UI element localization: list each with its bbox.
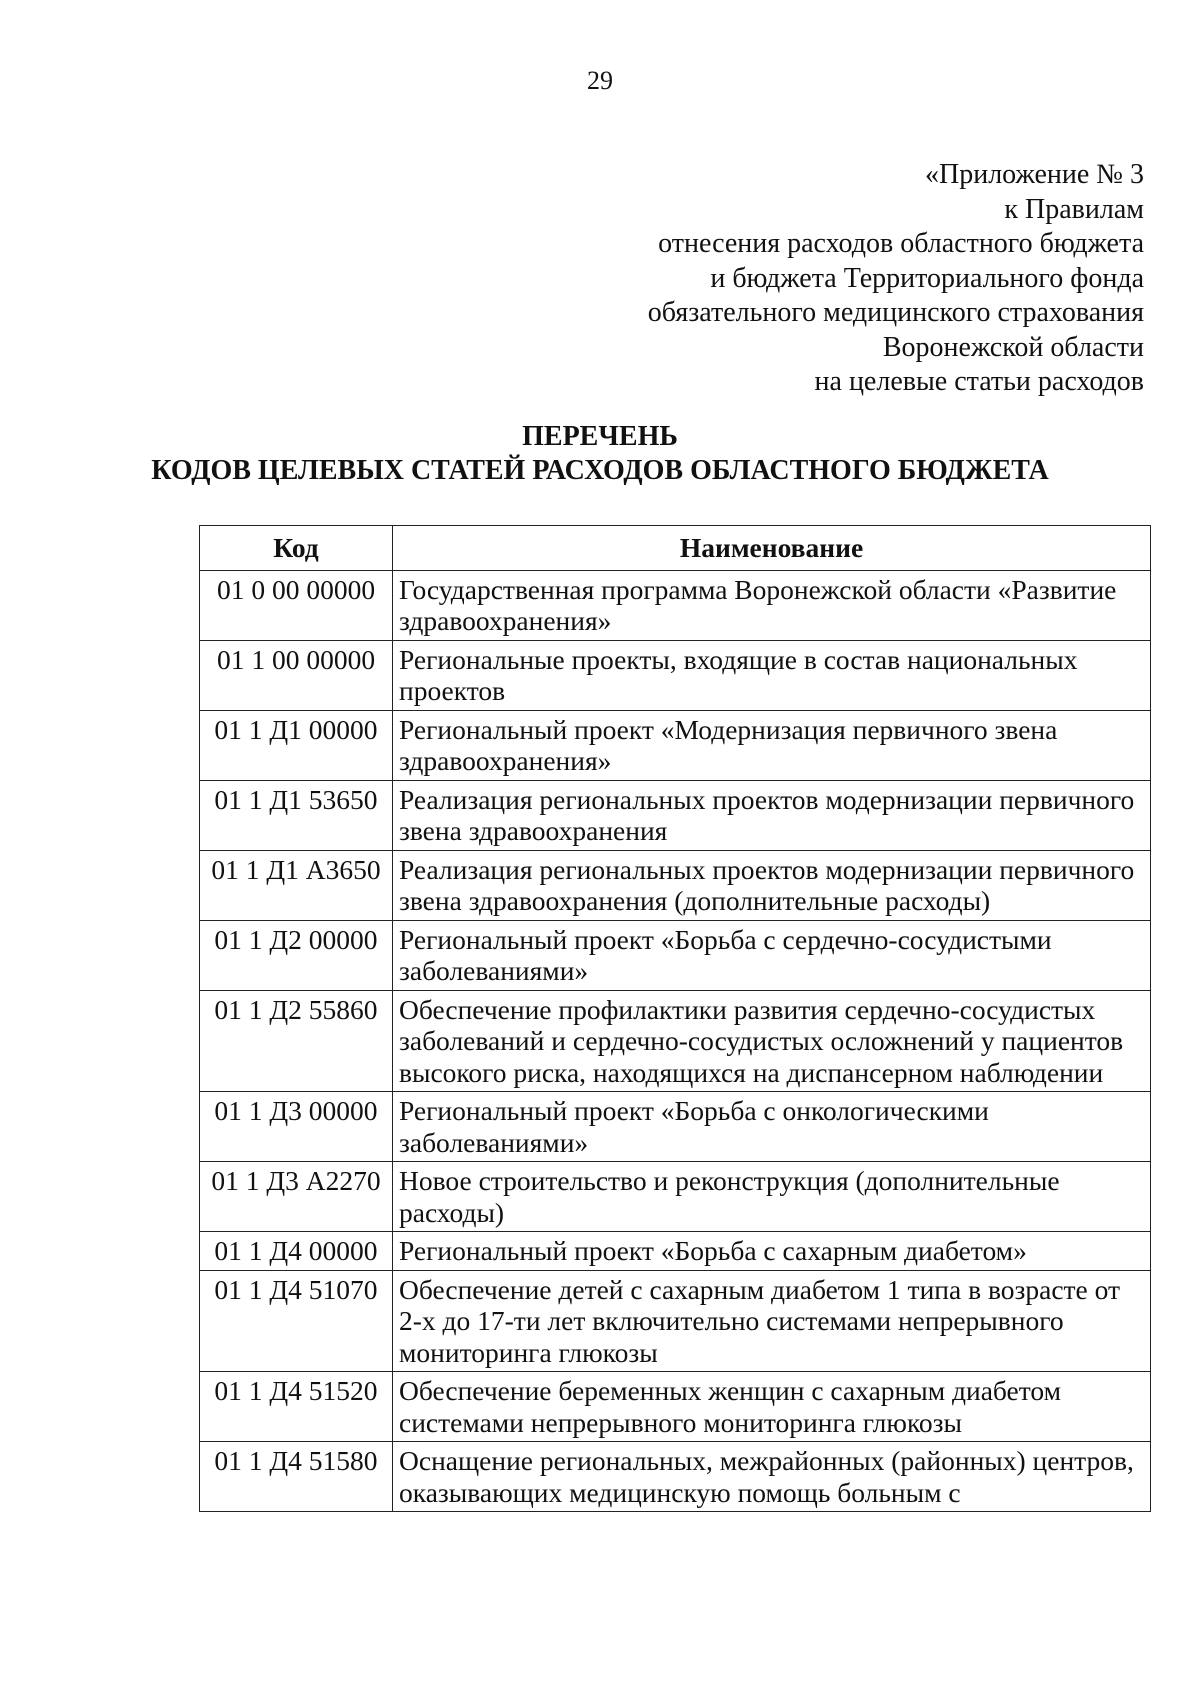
table-header-row bbox=[200, 526, 1151, 571]
row-code: 01 0 00 00000 bbox=[200, 570, 393, 640]
column-header-name: Наименование bbox=[393, 526, 1151, 571]
appendix-line: отнесения расходов областного бюджета bbox=[658, 228, 1144, 259]
table-row bbox=[200, 920, 1151, 990]
table-row bbox=[200, 1372, 1151, 1442]
row-code: 01 1 Д4 51580 bbox=[200, 1442, 393, 1512]
title-line-2: КОДОВ ЦЕЛЕВЫХ СТАТЕЙ РАСХОДОВ ОБЛАСТНОГО БЮДЖЕТА bbox=[151, 455, 1049, 486]
row-code: 01 1 Д4 51520 bbox=[200, 1372, 393, 1442]
table-row bbox=[200, 1270, 1151, 1372]
row-name: Региональный проект «Модернизация первичного звена здравоохранения» bbox=[393, 710, 1151, 780]
row-name: Региональные проекты, входящие в состав национальных проектов bbox=[393, 640, 1151, 710]
codes-table bbox=[199, 525, 1151, 1512]
row-code: 01 1 Д3 00000 bbox=[200, 1092, 393, 1162]
row-code: 01 1 Д1 А3650 bbox=[200, 850, 393, 920]
appendix-line: обязательного медицинского страхования bbox=[647, 297, 1144, 328]
table-row bbox=[200, 1162, 1151, 1232]
row-name: Реализация региональных проектов модернизации первичного звена здравоохранения (дополнительные расходы) bbox=[393, 850, 1151, 920]
row-name: Региональный проект «Борьба с сахарным диабетом» bbox=[393, 1232, 1151, 1271]
page-number: 29 bbox=[587, 66, 613, 95]
row-name: Региональный проект «Борьба с онкологическими заболеваниями» bbox=[393, 1092, 1151, 1162]
column-header-code: Код bbox=[200, 526, 393, 571]
row-name: Новое строительство и реконструкция (дополнительные расходы) bbox=[393, 1162, 1151, 1232]
appendix-header bbox=[524, 158, 1144, 400]
appendix-line: на целевые статьи расходов bbox=[814, 366, 1144, 397]
document-title bbox=[0, 420, 1200, 488]
row-name: Обеспечение профилактики развития сердечно-сосудистых заболеваний и сердечно-сосудистых осложнений у пациентов высокого риска, находящихся на диспансерном наблюдении bbox=[393, 990, 1151, 1092]
row-code: 01 1 00 00000 bbox=[200, 640, 393, 710]
row-code: 01 1 Д4 00000 bbox=[200, 1232, 393, 1271]
row-code: 01 1 Д2 55860 bbox=[200, 990, 393, 1092]
table-row bbox=[200, 850, 1151, 920]
table-row bbox=[200, 780, 1151, 850]
appendix-line: «Приложение № 3 bbox=[925, 159, 1144, 190]
table-row bbox=[200, 1442, 1151, 1512]
row-name: Реализация региональных проектов модернизации первичного звена здравоохранения bbox=[393, 780, 1151, 850]
row-code: 01 1 Д2 00000 bbox=[200, 920, 393, 990]
appendix-line: к Правилам bbox=[1004, 193, 1144, 225]
table-row bbox=[200, 710, 1151, 780]
table-row bbox=[200, 1092, 1151, 1162]
table-row bbox=[200, 1232, 1151, 1271]
table-body bbox=[200, 570, 1151, 1512]
table-row bbox=[200, 640, 1151, 710]
row-name: Обеспечение детей с сахарным диабетом 1 типа в возрасте от 2-х до 17-ти лет включительно системами непрерывного мониторинга глюкозы bbox=[393, 1270, 1151, 1372]
title-line-1: ПЕРЕЧЕНЬ bbox=[522, 421, 678, 452]
row-code: 01 1 Д3 А2270 bbox=[200, 1162, 393, 1232]
row-code: 01 1 Д4 51070 bbox=[200, 1270, 393, 1372]
appendix-line: Воронежской области bbox=[882, 331, 1144, 363]
table-row bbox=[200, 570, 1151, 640]
row-name: Оснащение региональных, межрайонных (районных) центров, оказывающих медицинскую помощь больным с bbox=[393, 1442, 1151, 1512]
row-name: Региональный проект «Борьба с сердечно-сосудистыми заболеваниями» bbox=[393, 920, 1151, 990]
row-code: 01 1 Д1 53650 bbox=[200, 780, 393, 850]
row-name: Государственная программа Воронежской области «Развитие здравоохранения» bbox=[393, 570, 1151, 640]
appendix-line: и бюджета Территориального фонда bbox=[710, 262, 1144, 294]
row-name: Обеспечение беременных женщин с сахарным диабетом системами непрерывного мониторинга глюкозы bbox=[393, 1372, 1151, 1442]
row-code: 01 1 Д1 00000 bbox=[200, 710, 393, 780]
table-row bbox=[200, 990, 1151, 1092]
